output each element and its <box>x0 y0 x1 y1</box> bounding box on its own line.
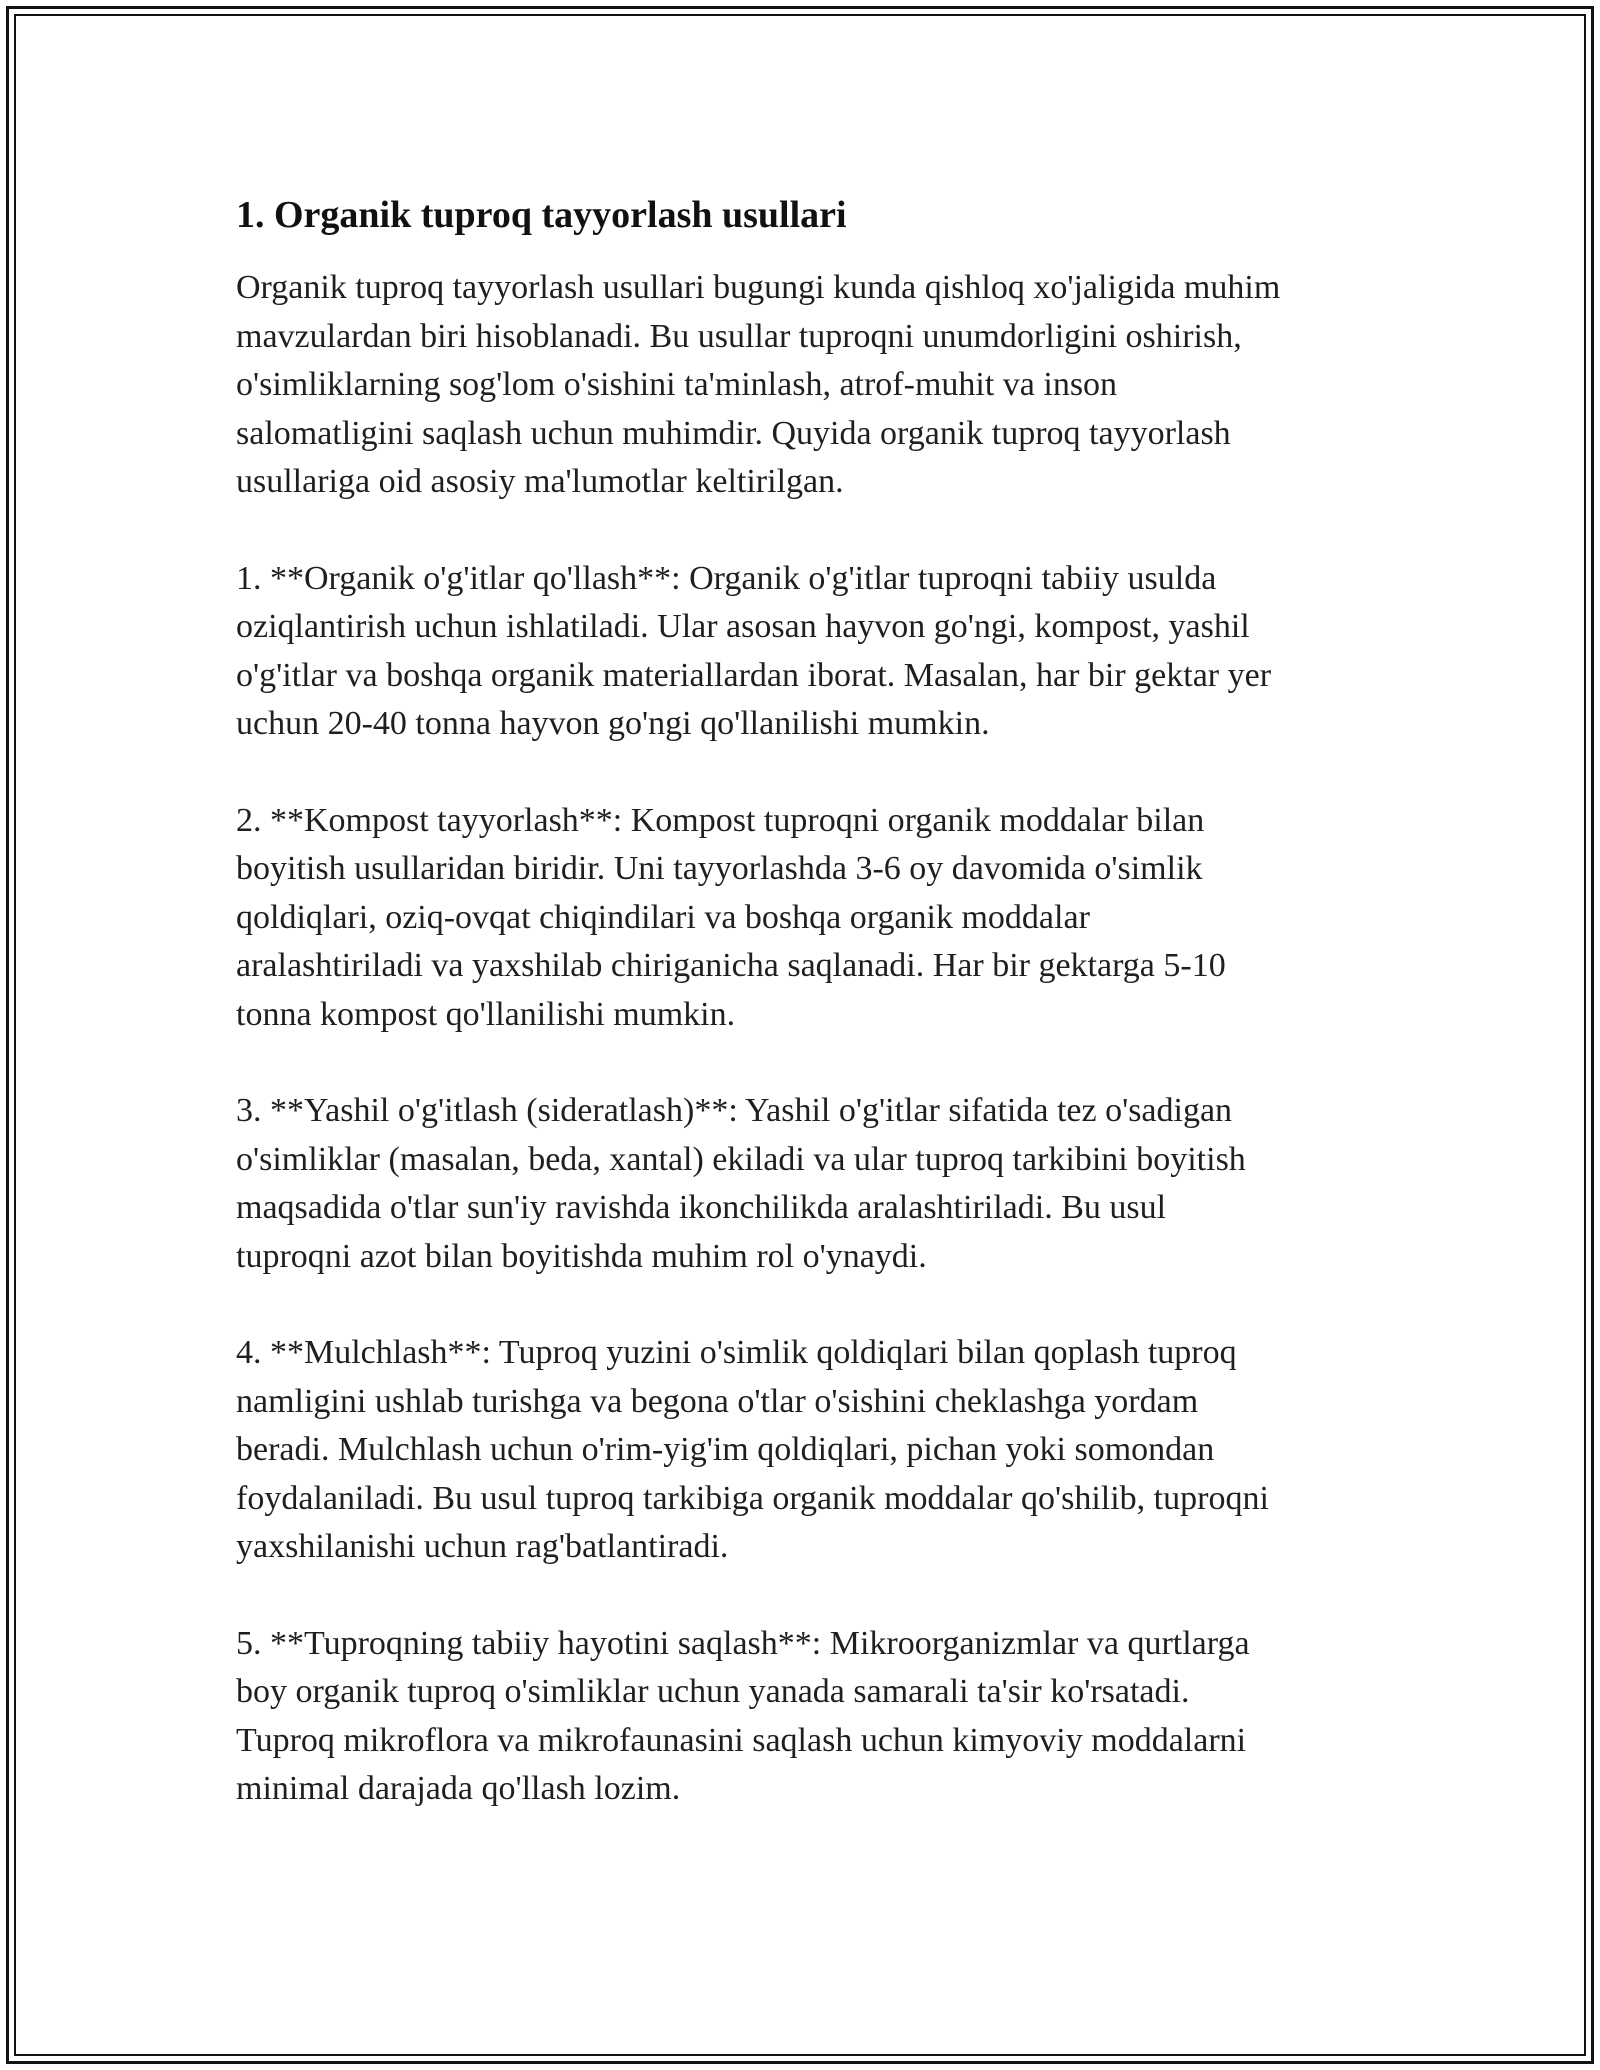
text-line: Organik tuproq tayyorlash usullari bugungi kunda qishloq xo'jaligida muhim <box>236 269 1281 306</box>
text-line: tuproqni azot bilan boyitishda muhim rol o'ynaydi. <box>236 1237 927 1275</box>
paragraph-intro <box>236 264 1376 507</box>
paragraph-organic-fertilizers <box>236 555 1376 749</box>
text-line: tonna kompost qo'llanilishi mumkin. <box>236 995 736 1033</box>
text-line: o'simliklarning sog'lom o'sishini ta'minlash, atrof-muhit va inson <box>236 366 1118 403</box>
text-line: uchun 20-40 tonna hayvon go'ngi qo'llanilishi mumkin. <box>236 705 990 742</box>
text-line: beradi. Mulchlash uchun o'rim-yig'im qoldiqlari, pichan yoki somondan <box>236 1431 1215 1468</box>
document-title: 1. Organik tuproq tayyorlash usullari <box>236 194 847 236</box>
text-line: Tuproq mikroflora va mikrofaunasini saqlash uchun kimyoviy moddalarni <box>236 1721 1247 1759</box>
text-line: oziqlantirish uchun ishlatiladi. Ular asosan hayvon go'ngi, kompost, yashil <box>236 608 1250 645</box>
text-line: aralashtiriladi va yaxshilab chiriganicha saqlanadi. Har bir gektarga 5-10 <box>236 947 1226 984</box>
text-line: o'simliklar (masalan, beda, xantal) ekiladi va ular tuproq tarkibini boyitish <box>236 1140 1246 1178</box>
document-body <box>236 184 1376 1862</box>
text-line: boy organik tuproq o'simliklar uchun yanada samarali ta'sir ko'rsatadi. <box>236 1673 1190 1710</box>
text-line: 4. **Mulchlash**: Tuproq yuzini o'simlik qoldiqlari bilan qoplash tuproq <box>236 1334 1237 1371</box>
text-line: 3. **Yashil o'g'itlash (sideratlash)**: Yashil o'g'itlar sifatida tez o'sadigan <box>236 1092 1233 1129</box>
text-line: yaxshilanishi uchun rag'batlantiradi. <box>236 1528 729 1565</box>
text-line: foydalaniladi. Bu usul tuproq tarkibiga organik moddalar qo'shilib, tuproqni <box>236 1479 1269 1517</box>
paragraph-green-manure <box>236 1087 1376 1281</box>
text-line: o'g'itlar va boshqa organik materiallardan iborat. Masalan, har bir gektar yer <box>236 656 1272 694</box>
paragraph-mulching <box>236 1329 1376 1572</box>
paragraph-compost <box>236 797 1376 1040</box>
paragraph-soil-life <box>236 1620 1376 1814</box>
text-line: qoldiqlari, oziq-ovqat chiqindilari va boshqa organik moddalar <box>236 898 1090 936</box>
text-line: boyitish usullaridan biridir. Uni tayyorlashda 3-6 oy davomida o'simlik <box>236 850 1203 887</box>
text-line: salomatligini saqlash uchun muhimdir. Quyida organik tuproq tayyorlash <box>236 414 1231 452</box>
text-line: 5. **Tuproqning tabiiy hayotini saqlash**: Mikroorganizmlar va qurtlarga <box>236 1624 1250 1662</box>
text-line: usullariga oid asosiy ma'lumotlar keltirilgan. <box>236 463 844 500</box>
text-line: 2. **Kompost tayyorlash**: Kompost tuproqni organik moddalar bilan <box>236 801 1205 839</box>
text-line: minimal darajada qo'llash lozim. <box>236 1770 681 1807</box>
text-line: 1. **Organik o'g'itlar qo'llash**: Organik o'g'itlar tuproqni tabiiy usulda <box>236 559 1217 597</box>
text-line: mavzulardan biri hisoblanadi. Bu usullar tuproqni unumdorligini oshirish, <box>236 317 1242 355</box>
text-line: namligini ushlab turishga va begona o'tlar o'sishini cheklashga yordam <box>236 1382 1199 1420</box>
text-line: maqsadida o'tlar sun'iy ravishda ikonchilikda aralashtiriladi. Bu usul <box>236 1189 1167 1226</box>
